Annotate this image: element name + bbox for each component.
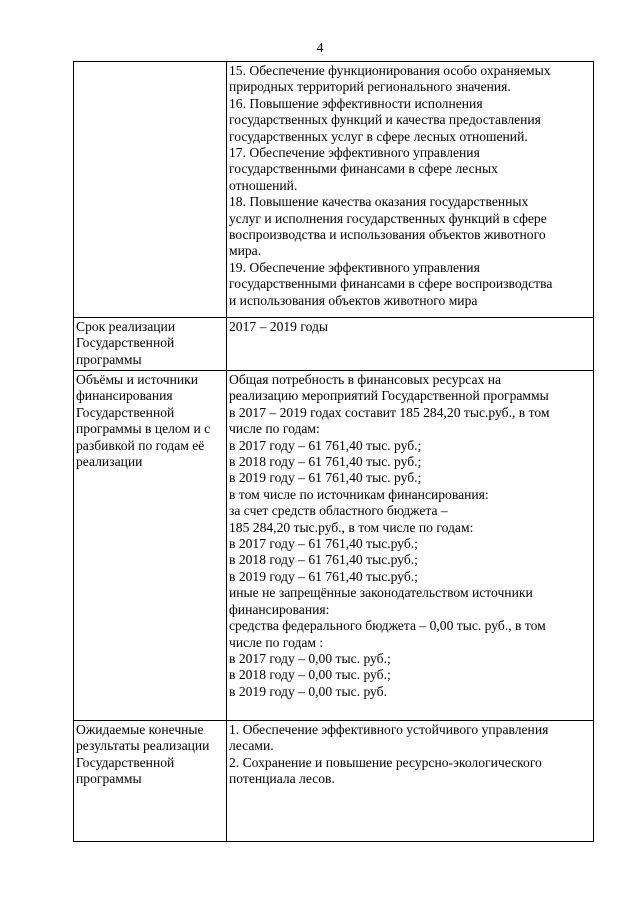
passport-table [73, 61, 594, 842]
financing-line: числе по годам : [229, 634, 324, 650]
financing-line: в 2019 году – 0,00 тыс. руб. [229, 683, 387, 699]
financing-line: числе по годам: [229, 421, 320, 437]
results-line: 2. Сохранение и повышение ресурсно-экологического [229, 754, 542, 770]
value-cell-results [227, 721, 594, 842]
table-row-financing [74, 371, 594, 721]
goal-line: услуг и исполнения государственных функций в сфере [229, 210, 547, 226]
financing-line: иные не запрещённые законодательством источники [229, 585, 533, 601]
period-label-line: программы [76, 351, 142, 367]
label-cell-period [74, 318, 227, 371]
results-line: 1. Обеспечение эффективного устойчивого управления [229, 722, 549, 737]
financing-line: средства федерального бюджета – 0,00 тыс. руб., в том [229, 618, 546, 634]
financing-line: в 2019 году – 61 761,40 тыс.руб.; [229, 568, 418, 584]
financing-line: финансирования: [229, 601, 330, 617]
financing-line: в 2017 – 2019 годах составит 185 284,20 тыс.руб., в том [229, 404, 550, 420]
label-cell-results [74, 721, 227, 842]
goal-line: воспроизводства и использования объектов животного [229, 227, 546, 243]
table-row-results [74, 721, 594, 842]
goal-line: 19. Обеспечение эффективного управления [229, 259, 480, 275]
financing-line: за счет средств областного бюджета – [229, 503, 448, 519]
goal-line: 17. Обеспечение эффективного управления [229, 145, 480, 161]
period-label-line: Государственной [76, 335, 175, 351]
goal-line: отношений. [229, 177, 298, 193]
goal-line: 15. Обеспечение функционирования особо охраняемых [229, 63, 551, 78]
goal-line: государственными финансами в сфере лесных [229, 161, 498, 177]
label-cell-financing [74, 371, 227, 721]
financing-label-line: программы в целом и с [76, 421, 211, 437]
results-label-line: результаты реализации [76, 738, 210, 754]
table-row-period [74, 318, 594, 371]
period-value: 2017 – 2019 годы [229, 319, 329, 334]
financing-line: в 2018 году – 61 761,40 тыс. руб.; [229, 454, 422, 470]
financing-label-line: реализации [76, 454, 143, 470]
label-cell-empty [74, 62, 227, 318]
financing-line: в 2018 году – 0,00 тыс. руб.; [229, 667, 391, 683]
page-number: 4 [316, 41, 324, 56]
results-line: лесами. [229, 738, 274, 754]
financing-label-line: финансирования [76, 388, 173, 404]
financing-line: в 2019 году – 61 761,40 тыс. руб.; [229, 470, 422, 486]
value-cell-financing [227, 371, 594, 721]
financing-line: в 2017 году – 61 761,40 тыс. руб.; [229, 437, 422, 453]
financing-line: в 2018 году – 61 761,40 тыс.руб.; [229, 552, 418, 568]
goal-line: и использования объектов животного мира [229, 292, 478, 308]
table-row-goals-continued [74, 62, 594, 318]
results-label-line: Ожидаемые конечные [76, 722, 204, 737]
goal-line: государственных услуг в сфере лесных отношений. [229, 128, 528, 144]
goal-line: природных территорий регионального значения. [229, 79, 511, 95]
value-cell-period [227, 318, 594, 371]
goal-line: 18. Повышение качества оказания государственных [229, 194, 529, 210]
financing-line: реализацию мероприятий Государственной программы [229, 388, 549, 404]
goal-line: государственных функций и качества предоставления [229, 112, 541, 128]
financing-line: в 2017 году – 0,00 тыс. руб.; [229, 650, 391, 666]
value-cell-goals [227, 62, 594, 318]
financing-label-line: Государственной [76, 404, 175, 420]
financing-line: 185 284,20 тыс.руб., в том числе по годам: [229, 519, 474, 535]
goal-line: государственными финансами в сфере воспроизводства [229, 276, 553, 292]
results-line: потенциала лесов. [229, 771, 335, 787]
goal-line: мира. [229, 243, 262, 259]
financing-line: Общая потребность в финансовых ресурсах на [229, 372, 502, 387]
financing-line: в 2017 году – 61 761,40 тыс.руб.; [229, 536, 418, 552]
financing-label-line: разбивкой по годам её [76, 437, 205, 453]
financing-label-line: Объёмы и источники [76, 372, 199, 387]
period-label-line: Срок реализации [76, 319, 176, 334]
results-label-line: программы [76, 771, 142, 787]
goal-line: 16. Повышение эффективности исполнения [229, 95, 483, 111]
results-label-line: Государственной [76, 754, 175, 770]
financing-line: в том числе по источникам финансирования: [229, 486, 489, 502]
